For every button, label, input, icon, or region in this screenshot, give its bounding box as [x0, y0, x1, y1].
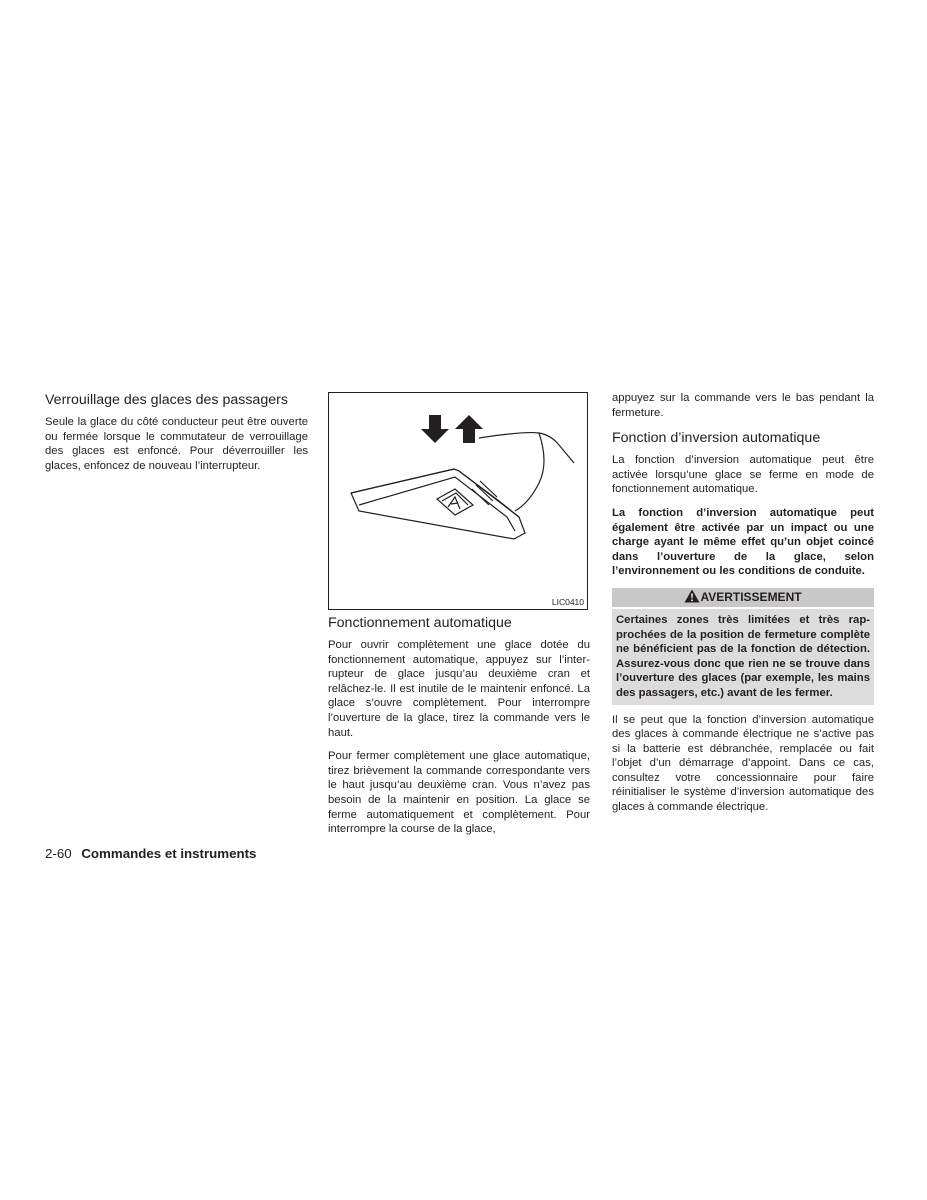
door-armrest-drawing	[351, 433, 574, 539]
page-number: 2-60	[45, 846, 72, 861]
page-footer	[45, 846, 256, 861]
section-heading-auto-reverse: Fonction d’inversion automatique	[612, 430, 821, 447]
paragraph-auto-close: Pour fermer complètement une glace automatique, tirez brièvement la commande correspondante vers le haut jusqu’au deuxième cran. Vous n’avez pas besoin de la maintenir en position. La glace se ferme automatiquement et complètement. Pour interrompre la course de la glace,	[328, 750, 590, 836]
paragraph-auto-reverse: La fonction d’inversion automatique peut être activée lorsqu’une glace se ferme en mode de fonctionnement automatique.	[612, 454, 874, 496]
column-middle	[328, 614, 590, 846]
section-title: Commandes et instruments	[81, 846, 257, 861]
paragraph-continuation: appuyez sur la commande vers le bas pendant la fermeture.	[612, 392, 874, 419]
window-switch-illustration	[328, 392, 588, 610]
column-right	[612, 391, 874, 824]
section-heading-passenger-lock: Verrouillage des glaces des passagers	[45, 392, 288, 408]
arrow-up-icon	[455, 415, 483, 443]
arrow-down-icon	[421, 415, 449, 443]
column-left	[45, 391, 308, 482]
warning-header	[612, 588, 874, 607]
paragraph-auto-open: Pour ouvrir complètement une glace dotée du fonctionnement automatique, appuyez sur l’interrupteur de glace jusqu’au deuxième cran et relâchez-le. Il est inutile de le maintenir enfoncé. La glace s’ouvre complètement. Pour interrompre l’ouverture de la glace, tirez la commande vers le haut.	[328, 639, 590, 739]
paragraph-passenger-lock: Seule la glace du côté conducteur peut être ouverte ou fermée lorsque le commutateur de verrouillage des glaces est enfoncé. Pour déverrouiller les glaces, enfoncez de nouveau l’interrupteur.	[45, 416, 308, 472]
paragraph-auto-reverse-impact: La fonction d’inversion automatique peut également être activée par un impact ou une charge ayant le même effet qu’un objet coincé dans l’ouverture de la glace, selon l’environnement ou les conditions de conduite.	[612, 506, 874, 578]
window-switch-drawing	[329, 393, 587, 609]
figure-code: LIC0410	[551, 597, 584, 607]
warning-text: Certaines zones très limitées et très rapprochées de la position de fermeture complète ne bénéficient pas de la fonction de détection. Assurez-vous donc que rien ne se trouve dans l’ouverture des glaces (par exemple, les mains des passagers, etc.) avant de les fermer.	[612, 609, 874, 705]
warning-triangle-icon	[684, 589, 700, 603]
warning-title: AVERTISSEMENT	[700, 589, 802, 604]
section-heading-auto-operation: Fonctionnement automatique	[328, 615, 512, 631]
paragraph-battery-reset: Il se peut que la fonction d’inversion automatique des glaces à commande électrique ne s’active pas si la batterie est débranchée, remplacée ou fait l’objet d’un démarrage d’appoint. Dans ce cas, consultez votre concessionnaire pour faire réinitialiser le système d’inversion automatique des glaces à commande électrique.	[612, 713, 874, 814]
